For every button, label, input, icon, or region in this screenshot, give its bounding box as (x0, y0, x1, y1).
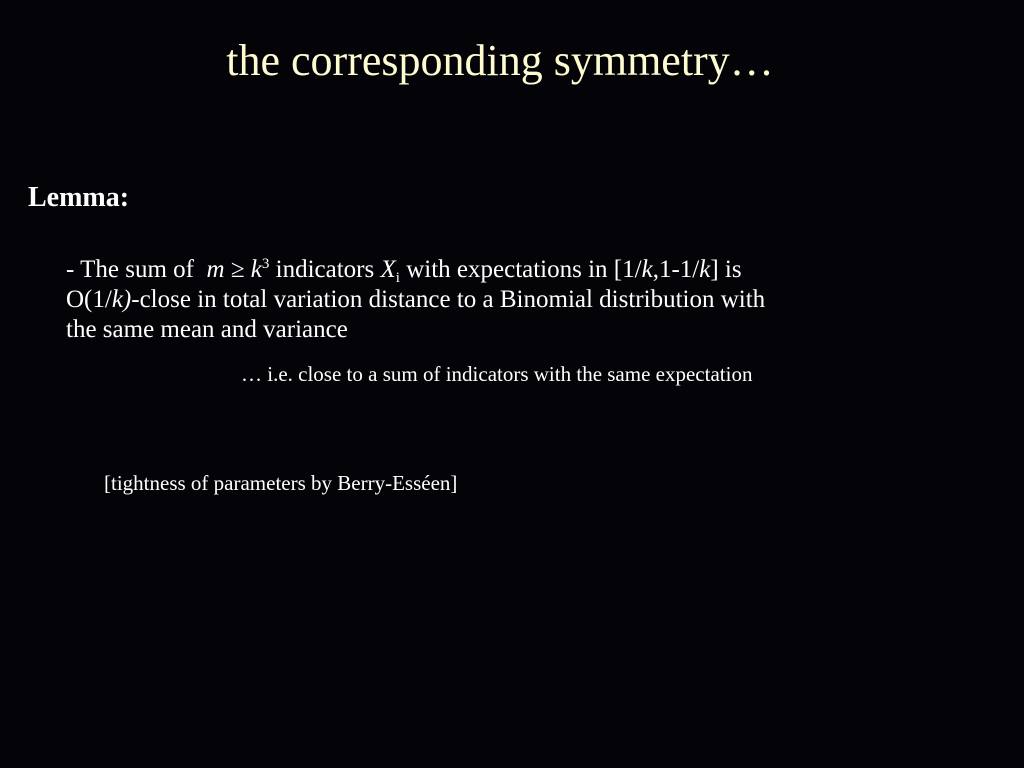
statement-line-3: the same mean and variance (66, 316, 348, 343)
statement-text: -close in total variation distance to a Binomial distribution with (131, 286, 766, 313)
statement-text: O(1/ (66, 286, 112, 313)
clarification-note: … i.e. close to a sum of indicators with the same expectation (241, 362, 753, 386)
geq-symbol: ≥ (224, 256, 251, 283)
lemma-statement (66, 255, 986, 345)
math-variable-k: k (250, 256, 262, 283)
slide-title: the corresponding symmetry… (226, 36, 774, 85)
reference-note: [tightness of parameters by Berry-Esséen] (104, 471, 458, 495)
statement-text: with expectations in [1/ (399, 256, 642, 283)
math-variable-x: X (380, 256, 396, 283)
statement-text: ,1-1/ (652, 256, 700, 283)
math-variable-m: m (206, 256, 225, 283)
statement-line-2 (66, 285, 986, 315)
statement-text: indicators (269, 256, 381, 283)
math-variable-k: k (641, 256, 653, 283)
math-variable-k: k) (111, 286, 132, 313)
exponent: 3 (261, 256, 270, 272)
math-variable-k: k (699, 256, 711, 283)
statement-text: - The sum of (66, 256, 201, 283)
subscript-i: i (395, 270, 400, 286)
lemma-heading: Lemma: (28, 182, 130, 213)
statement-line-1 (66, 255, 986, 285)
statement-text: ] is (710, 256, 742, 283)
